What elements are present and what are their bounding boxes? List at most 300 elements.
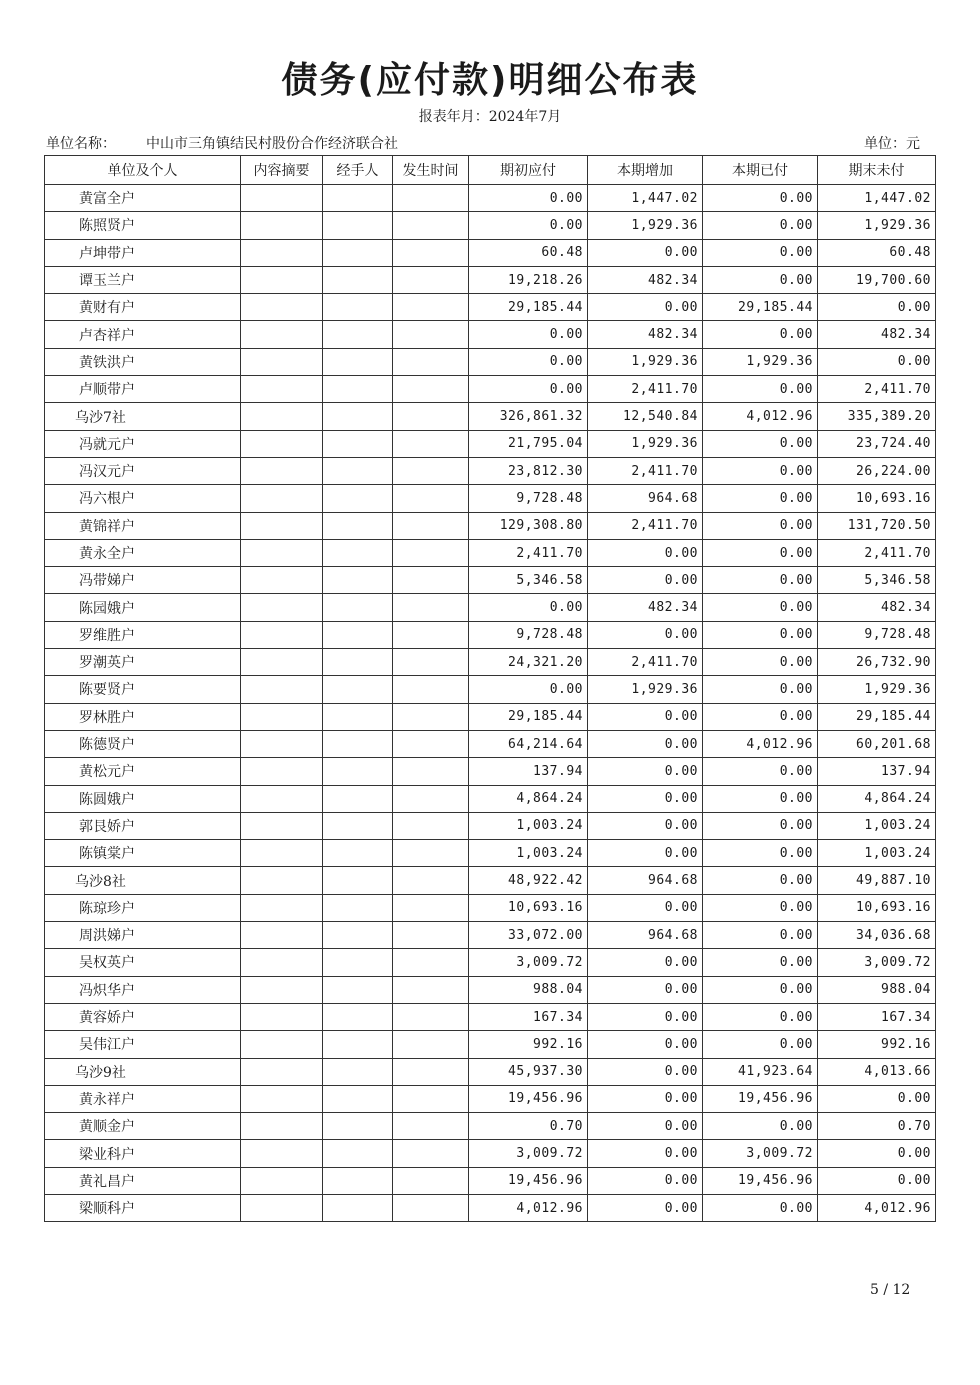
opening-cell: 0.00	[469, 676, 588, 703]
entity-cell: 黄铁洪户	[45, 348, 241, 375]
opening-cell: 1,003.24	[469, 812, 588, 839]
summary-cell	[241, 1194, 323, 1221]
opening-cell: 992.16	[469, 1031, 588, 1058]
table-row	[45, 485, 936, 512]
closing-cell: 131,720.50	[818, 512, 936, 539]
increase-cell: 964.68	[588, 922, 703, 949]
entity-cell: 冯六根户	[45, 485, 241, 512]
closing-cell: 19,700.60	[818, 266, 936, 293]
table-row	[45, 348, 936, 375]
opening-cell: 0.00	[469, 348, 588, 375]
handler-cell	[323, 485, 393, 512]
summary-cell	[241, 812, 323, 839]
date-cell	[393, 949, 469, 976]
opening-cell: 1,003.24	[469, 840, 588, 867]
paid-cell: 0.00	[703, 212, 818, 239]
entity-cell: 谭玉兰户	[45, 266, 241, 293]
handler-cell	[323, 840, 393, 867]
increase-cell: 0.00	[588, 539, 703, 566]
increase-cell: 0.00	[588, 1113, 703, 1140]
table-row	[45, 840, 936, 867]
handler-cell	[323, 1003, 393, 1030]
entity-cell: 吴伟江户	[45, 1031, 241, 1058]
closing-cell: 0.00	[818, 1085, 936, 1112]
summary-cell	[241, 239, 323, 266]
summary-cell	[241, 457, 323, 484]
summary-cell	[241, 840, 323, 867]
opening-cell: 0.00	[469, 376, 588, 403]
date-cell	[393, 703, 469, 730]
table-row	[45, 239, 936, 266]
summary-cell	[241, 1031, 323, 1058]
increase-cell: 482.34	[588, 321, 703, 348]
entity-cell: 陈德贤户	[45, 730, 241, 757]
increase-cell: 0.00	[588, 621, 703, 648]
summary-cell	[241, 949, 323, 976]
table-row	[45, 1167, 936, 1194]
table-header-row	[45, 156, 936, 185]
handler-cell	[323, 894, 393, 921]
handler-cell	[323, 266, 393, 293]
table-row	[45, 1058, 936, 1085]
opening-cell: 29,185.44	[469, 294, 588, 321]
paid-cell: 29,185.44	[703, 294, 818, 321]
date-cell	[393, 430, 469, 457]
increase-cell: 0.00	[588, 703, 703, 730]
handler-cell	[323, 212, 393, 239]
paid-cell: 0.00	[703, 376, 818, 403]
handler-cell	[323, 703, 393, 730]
date-cell	[393, 567, 469, 594]
paid-cell: 0.00	[703, 1194, 818, 1221]
paid-cell: 0.00	[703, 703, 818, 730]
opening-cell: 21,795.04	[469, 430, 588, 457]
paid-cell: 0.00	[703, 185, 818, 212]
increase-cell: 0.00	[588, 894, 703, 921]
summary-cell	[241, 922, 323, 949]
header-increase: 本期增加	[588, 156, 703, 185]
opening-cell: 45,937.30	[469, 1058, 588, 1085]
opening-cell: 9,728.48	[469, 485, 588, 512]
paid-cell: 4,012.96	[703, 730, 818, 757]
entity-cell: 梁业科户	[45, 1140, 241, 1167]
increase-cell: 0.00	[588, 758, 703, 785]
summary-cell	[241, 676, 323, 703]
opening-cell: 33,072.00	[469, 922, 588, 949]
increase-cell: 0.00	[588, 1085, 703, 1112]
entity-cell: 陈琼珍户	[45, 894, 241, 921]
table-row	[45, 894, 936, 921]
entity-cell: 黄锦祥户	[45, 512, 241, 539]
summary-cell	[241, 1058, 323, 1085]
summary-cell	[241, 1113, 323, 1140]
increase-cell: 1,929.36	[588, 676, 703, 703]
closing-cell: 0.00	[818, 294, 936, 321]
opening-cell: 19,456.96	[469, 1167, 588, 1194]
entity-cell: 吴权英户	[45, 949, 241, 976]
table-row	[45, 649, 936, 676]
org-name: 中山市三角镇结民村股份合作经济联合社	[146, 136, 398, 152]
table-row	[45, 922, 936, 949]
entity-cell: 梁顺科户	[45, 1194, 241, 1221]
table-row	[45, 730, 936, 757]
opening-cell: 137.94	[469, 758, 588, 785]
closing-cell: 1,929.36	[818, 676, 936, 703]
table-row	[45, 457, 936, 484]
summary-cell	[241, 730, 323, 757]
header-paid: 本期已付	[703, 156, 818, 185]
summary-cell	[241, 703, 323, 730]
table-row	[45, 266, 936, 293]
closing-cell: 1,447.02	[818, 185, 936, 212]
increase-cell: 0.00	[588, 949, 703, 976]
increase-cell: 0.00	[588, 1167, 703, 1194]
date-cell	[393, 1140, 469, 1167]
date-cell	[393, 212, 469, 239]
increase-cell: 964.68	[588, 485, 703, 512]
entity-cell: 卢顺带户	[45, 376, 241, 403]
org-label: 单位名称：	[46, 136, 116, 152]
increase-cell: 1,929.36	[588, 348, 703, 375]
table-row	[45, 294, 936, 321]
summary-cell	[241, 758, 323, 785]
table-row	[45, 676, 936, 703]
handler-cell	[323, 321, 393, 348]
date-cell	[393, 1167, 469, 1194]
paid-cell: 0.00	[703, 812, 818, 839]
closing-cell: 167.34	[818, 1003, 936, 1030]
paid-cell: 0.00	[703, 949, 818, 976]
table-row	[45, 1113, 936, 1140]
increase-cell: 0.00	[588, 1194, 703, 1221]
handler-cell	[323, 403, 393, 430]
paid-cell: 0.00	[703, 239, 818, 266]
entity-cell: 卢杏祥户	[45, 321, 241, 348]
increase-cell: 0.00	[588, 840, 703, 867]
entity-cell: 罗林胜户	[45, 703, 241, 730]
increase-cell: 0.00	[588, 976, 703, 1003]
handler-cell	[323, 812, 393, 839]
increase-cell: 0.00	[588, 1058, 703, 1085]
handler-cell	[323, 785, 393, 812]
org-info	[46, 133, 398, 153]
summary-cell	[241, 512, 323, 539]
summary-cell	[241, 485, 323, 512]
closing-cell: 10,693.16	[818, 894, 936, 921]
closing-cell: 4,864.24	[818, 785, 936, 812]
summary-cell	[241, 567, 323, 594]
handler-cell	[323, 376, 393, 403]
handler-cell	[323, 430, 393, 457]
paid-cell: 0.00	[703, 649, 818, 676]
table-row	[45, 621, 936, 648]
paid-cell: 4,012.96	[703, 403, 818, 430]
handler-cell	[323, 457, 393, 484]
increase-cell: 482.34	[588, 266, 703, 293]
date-cell	[393, 1003, 469, 1030]
date-cell	[393, 922, 469, 949]
table-row	[45, 321, 936, 348]
table-body	[45, 185, 936, 1222]
handler-cell	[323, 976, 393, 1003]
paid-cell: 0.00	[703, 894, 818, 921]
header-date: 发生时间	[393, 156, 469, 185]
paid-cell: 1,929.36	[703, 348, 818, 375]
date-cell	[393, 594, 469, 621]
paid-cell: 0.00	[703, 676, 818, 703]
table-row	[45, 376, 936, 403]
closing-cell: 5,346.58	[818, 567, 936, 594]
closing-cell: 23,724.40	[818, 430, 936, 457]
closing-cell: 4,012.96	[818, 1194, 936, 1221]
handler-cell	[323, 1031, 393, 1058]
entity-cell: 黄永全户	[45, 539, 241, 566]
summary-cell	[241, 785, 323, 812]
increase-cell: 964.68	[588, 867, 703, 894]
entity-cell: 黄礼昌户	[45, 1167, 241, 1194]
table-row	[45, 867, 936, 894]
table-row	[45, 567, 936, 594]
date-cell	[393, 321, 469, 348]
paid-cell: 0.00	[703, 321, 818, 348]
entity-cell: 乌沙8社	[45, 867, 241, 894]
table-row	[45, 1140, 936, 1167]
closing-cell: 29,185.44	[818, 703, 936, 730]
opening-cell: 24,321.20	[469, 649, 588, 676]
opening-cell: 0.00	[469, 185, 588, 212]
entity-cell: 冯汉元户	[45, 457, 241, 484]
summary-cell	[241, 976, 323, 1003]
paid-cell: 19,456.96	[703, 1085, 818, 1112]
entity-cell: 冯带娣户	[45, 567, 241, 594]
paid-cell: 0.00	[703, 867, 818, 894]
handler-cell	[323, 676, 393, 703]
table-row	[45, 785, 936, 812]
date-cell	[393, 840, 469, 867]
opening-cell: 0.00	[469, 594, 588, 621]
summary-cell	[241, 1167, 323, 1194]
table-row	[45, 403, 936, 430]
table-row	[45, 976, 936, 1003]
summary-cell	[241, 212, 323, 239]
date-cell	[393, 1113, 469, 1140]
opening-cell: 9,728.48	[469, 621, 588, 648]
summary-cell	[241, 430, 323, 457]
closing-cell: 2,411.70	[818, 539, 936, 566]
increase-cell: 0.00	[588, 730, 703, 757]
increase-cell: 0.00	[588, 812, 703, 839]
table-row	[45, 758, 936, 785]
header-opening: 期初应付	[469, 156, 588, 185]
closing-cell: 335,389.20	[818, 403, 936, 430]
handler-cell	[323, 1085, 393, 1112]
increase-cell: 0.00	[588, 239, 703, 266]
opening-cell: 0.00	[469, 321, 588, 348]
increase-cell: 1,447.02	[588, 185, 703, 212]
closing-cell: 0.00	[818, 1140, 936, 1167]
date-cell	[393, 812, 469, 839]
date-cell	[393, 512, 469, 539]
summary-cell	[241, 294, 323, 321]
org-unit-row	[46, 133, 920, 153]
handler-cell	[323, 949, 393, 976]
paid-cell: 0.00	[703, 430, 818, 457]
summary-cell	[241, 1085, 323, 1112]
opening-cell: 3,009.72	[469, 1140, 588, 1167]
handler-cell	[323, 1194, 393, 1221]
handler-cell	[323, 730, 393, 757]
entity-cell: 冯炽华户	[45, 976, 241, 1003]
handler-cell	[323, 185, 393, 212]
paid-cell: 0.00	[703, 621, 818, 648]
opening-cell: 5,346.58	[469, 567, 588, 594]
table-row	[45, 594, 936, 621]
entity-cell: 黄松元户	[45, 758, 241, 785]
handler-cell	[323, 348, 393, 375]
increase-cell: 0.00	[588, 1140, 703, 1167]
table-row	[45, 703, 936, 730]
handler-cell	[323, 512, 393, 539]
page-number: 5 / 12	[870, 1282, 911, 1298]
summary-cell	[241, 321, 323, 348]
entity-cell: 乌沙9社	[45, 1058, 241, 1085]
payables-table	[44, 155, 936, 1222]
table-row	[45, 1085, 936, 1112]
paid-cell: 0.00	[703, 785, 818, 812]
opening-cell: 23,812.30	[469, 457, 588, 484]
closing-cell: 26,732.90	[818, 649, 936, 676]
opening-cell: 4,012.96	[469, 1194, 588, 1221]
paid-cell: 0.00	[703, 976, 818, 1003]
summary-cell	[241, 348, 323, 375]
paid-cell: 3,009.72	[703, 1140, 818, 1167]
date-cell	[393, 1085, 469, 1112]
date-cell	[393, 239, 469, 266]
opening-cell: 129,308.80	[469, 512, 588, 539]
closing-cell: 482.34	[818, 321, 936, 348]
summary-cell	[241, 867, 323, 894]
entity-cell: 卢坤带户	[45, 239, 241, 266]
opening-cell: 29,185.44	[469, 703, 588, 730]
opening-cell: 19,218.26	[469, 266, 588, 293]
closing-cell: 1,929.36	[818, 212, 936, 239]
date-cell	[393, 539, 469, 566]
date-cell	[393, 894, 469, 921]
table-row	[45, 185, 936, 212]
opening-cell: 2,411.70	[469, 539, 588, 566]
paid-cell: 0.00	[703, 539, 818, 566]
handler-cell	[323, 922, 393, 949]
increase-cell: 0.00	[588, 785, 703, 812]
date-cell	[393, 403, 469, 430]
date-cell	[393, 676, 469, 703]
closing-cell: 482.34	[818, 594, 936, 621]
summary-cell	[241, 621, 323, 648]
handler-cell	[323, 1140, 393, 1167]
date-cell	[393, 376, 469, 403]
opening-cell: 326,861.32	[469, 403, 588, 430]
handler-cell	[323, 758, 393, 785]
handler-cell	[323, 1113, 393, 1140]
entity-cell: 陈圆娥户	[45, 785, 241, 812]
entity-cell: 陈要贤户	[45, 676, 241, 703]
opening-cell: 0.70	[469, 1113, 588, 1140]
summary-cell	[241, 539, 323, 566]
paid-cell: 0.00	[703, 758, 818, 785]
increase-cell: 2,411.70	[588, 457, 703, 484]
entity-cell: 黄富全户	[45, 185, 241, 212]
date-cell	[393, 1194, 469, 1221]
closing-cell: 60,201.68	[818, 730, 936, 757]
opening-cell: 988.04	[469, 976, 588, 1003]
summary-cell	[241, 649, 323, 676]
table-row	[45, 1194, 936, 1221]
table-row	[45, 1031, 936, 1058]
table-row	[45, 1003, 936, 1030]
opening-cell: 4,864.24	[469, 785, 588, 812]
entity-cell: 黄财有户	[45, 294, 241, 321]
paid-cell: 0.00	[703, 922, 818, 949]
header-summary: 内容摘要	[241, 156, 323, 185]
paid-cell: 0.00	[703, 1031, 818, 1058]
handler-cell	[323, 567, 393, 594]
closing-cell: 3,009.72	[818, 949, 936, 976]
closing-cell: 2,411.70	[818, 376, 936, 403]
date-cell	[393, 1031, 469, 1058]
table-row	[45, 812, 936, 839]
summary-cell	[241, 594, 323, 621]
currency-unit: 单位：元	[864, 136, 920, 152]
table-row	[45, 512, 936, 539]
opening-cell: 48,922.42	[469, 867, 588, 894]
closing-cell: 9,728.48	[818, 621, 936, 648]
handler-cell	[323, 294, 393, 321]
increase-cell: 0.00	[588, 1003, 703, 1030]
paid-cell: 0.00	[703, 485, 818, 512]
date-cell	[393, 266, 469, 293]
handler-cell	[323, 1058, 393, 1085]
date-cell	[393, 348, 469, 375]
entity-cell: 黄容娇户	[45, 1003, 241, 1030]
table-row	[45, 949, 936, 976]
increase-cell: 0.00	[588, 1031, 703, 1058]
summary-cell	[241, 894, 323, 921]
entity-cell: 陈照贤户	[45, 212, 241, 239]
increase-cell: 12,540.84	[588, 403, 703, 430]
increase-cell: 482.34	[588, 594, 703, 621]
summary-cell	[241, 185, 323, 212]
opening-cell: 64,214.64	[469, 730, 588, 757]
entity-cell: 周洪娣户	[45, 922, 241, 949]
increase-cell: 2,411.70	[588, 512, 703, 539]
handler-cell	[323, 649, 393, 676]
date-cell	[393, 758, 469, 785]
entity-cell: 乌沙7社	[45, 403, 241, 430]
date-cell	[393, 976, 469, 1003]
increase-cell: 0.00	[588, 294, 703, 321]
entity-cell: 黄顺金户	[45, 1113, 241, 1140]
entity-cell: 罗维胜户	[45, 621, 241, 648]
handler-cell	[323, 621, 393, 648]
summary-cell	[241, 403, 323, 430]
date-cell	[393, 867, 469, 894]
summary-cell	[241, 266, 323, 293]
handler-cell	[323, 594, 393, 621]
summary-cell	[241, 376, 323, 403]
entity-cell: 郭艮娇户	[45, 812, 241, 839]
paid-cell: 0.00	[703, 512, 818, 539]
closing-cell: 0.00	[818, 1167, 936, 1194]
